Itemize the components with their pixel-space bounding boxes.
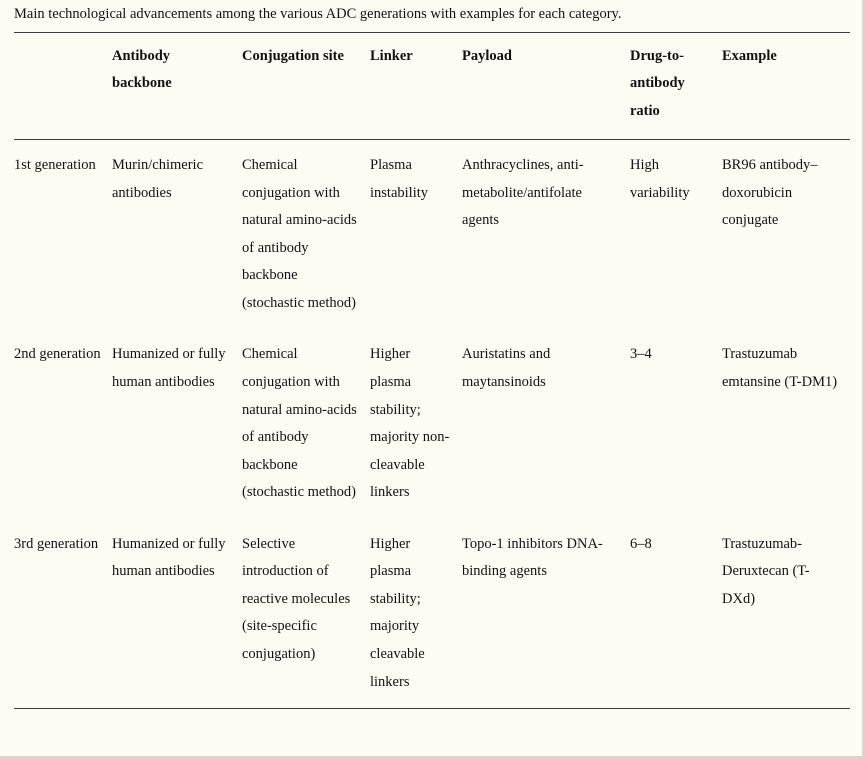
cell-generation: 3rd generation bbox=[14, 535, 99, 552]
column-header-antibody-backbone: Antibody backbone bbox=[112, 47, 172, 92]
column-header-drug-to-antibody-ratio: Drug-to-antibody ratio bbox=[630, 47, 685, 119]
cell-generation: 1st generation bbox=[14, 157, 96, 174]
cell-linker: Higher plasma stability; majority cleavable linkers bbox=[370, 535, 425, 690]
column-header-conjugation-site: Conjugation site bbox=[242, 47, 344, 64]
cell-conjugation-site: Chemical conjugation with natural amino-acids of antibody backbone (stochastic method) bbox=[242, 346, 357, 501]
table-row bbox=[14, 140, 850, 330]
cell-example: Trastuzumab emtansine (T-DM1) bbox=[722, 346, 838, 391]
cell-conjugation-site: Selective introduction of reactive molecules (site-specific conjugation) bbox=[242, 535, 351, 662]
table-caption: Main technological advancements among the various ADC generations with examples for each category. bbox=[14, 6, 622, 22]
cell-drug-to-antibody-ratio: 6–8 bbox=[630, 535, 652, 552]
cell-example: Trastuzumab-Deruxtecan (T-DXd) bbox=[722, 535, 810, 607]
cell-antibody-backbone: Humanized or fully human antibodies bbox=[112, 535, 226, 580]
table-row bbox=[14, 329, 850, 518]
cell-conjugation-site: Chemical conjugation with natural amino-acids of antibody backbone (stochastic method) bbox=[242, 157, 357, 311]
cell-generation: 2nd generation bbox=[14, 346, 101, 363]
adc-generations-table bbox=[14, 32, 850, 709]
column-header-example: Example bbox=[722, 47, 777, 64]
column-header-generation bbox=[14, 32, 112, 140]
table-body bbox=[14, 140, 850, 709]
column-header-payload: Payload bbox=[462, 47, 512, 64]
table-header bbox=[14, 32, 850, 140]
cell-example: BR96 antibody–doxorubicin conjugate bbox=[722, 157, 818, 229]
cell-drug-to-antibody-ratio: 3–4 bbox=[630, 346, 652, 363]
cell-drug-to-antibody-ratio: High variability bbox=[630, 157, 690, 201]
cell-payload: Topo-1 inhibitors DNA-binding agents bbox=[462, 535, 603, 580]
cell-antibody-backbone: Murin/chimeric antibodies bbox=[112, 157, 204, 201]
table-row bbox=[14, 519, 850, 709]
cell-linker: Higher plasma stability; majority non-cleavable linkers bbox=[370, 346, 450, 501]
cell-linker: Plasma instability bbox=[370, 157, 428, 201]
column-header-linker: Linker bbox=[370, 47, 413, 64]
cell-payload: Auristatins and maytansinoids bbox=[462, 346, 551, 391]
cell-antibody-backbone: Humanized or fully human antibodies bbox=[112, 346, 226, 391]
table-header-row bbox=[14, 32, 850, 140]
cell-payload: Anthracyclines, anti-metabolite/antifolate agents bbox=[462, 157, 584, 229]
